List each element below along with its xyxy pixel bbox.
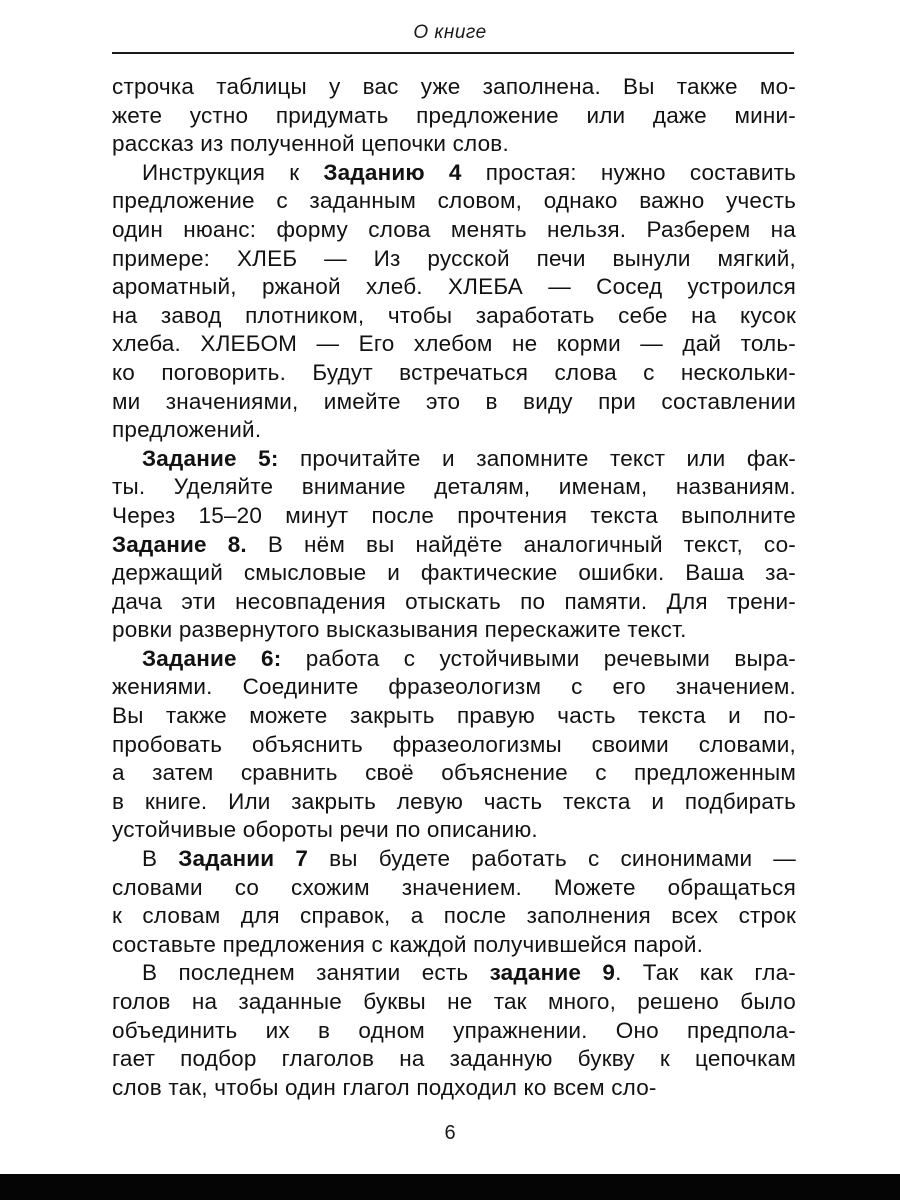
text-line — [112, 502, 796, 531]
text-segment: прочитайте и запомните текст или фак- — [278, 445, 796, 471]
text-line — [112, 416, 796, 445]
text-line — [112, 330, 796, 359]
bold-text-segment: Заданию 4 — [323, 159, 462, 185]
text-segment: Через 15–20 минут после прочтения текста выполните — [112, 502, 796, 528]
text-segment: ко поговорить. Будут встречаться слова с нескольки- — [112, 359, 796, 385]
text-block — [112, 73, 796, 1102]
text-segment: В нём вы найдёте аналогичный текст, со- — [246, 531, 796, 557]
paragraph — [112, 159, 796, 445]
text-line — [112, 759, 796, 788]
text-segment: дача эти несовпадения отыскать по памяти. Для трени- — [112, 588, 796, 614]
text-segment: рассказ из полученной цепочки слов. — [112, 131, 509, 157]
text-line — [112, 731, 796, 760]
text-segment: . Так как гла- — [615, 960, 796, 986]
text-line — [112, 245, 796, 274]
text-line — [112, 159, 796, 188]
paragraph — [112, 959, 796, 1102]
text-segment: ты. Уделяйте внимание деталям, именам, названиям. — [112, 474, 796, 500]
text-line — [112, 874, 796, 903]
text-segment: на завод плотником, чтобы заработать себе на кусок — [112, 302, 796, 328]
paragraph — [112, 645, 796, 845]
text-line — [112, 1074, 796, 1103]
bold-text-segment: Задание 6: — [142, 645, 282, 671]
text-line — [112, 702, 796, 731]
text-line — [112, 359, 796, 388]
text-segment: простая: нужно составить — [461, 159, 797, 185]
text-segment: один нюанс: форму слова менять нельзя. Разберем на — [112, 216, 796, 242]
text-segment: словами со схожим значением. Можете обращаться — [112, 874, 796, 900]
text-line — [112, 816, 796, 845]
text-segment: В последнем занятии есть — [142, 960, 490, 986]
text-line — [112, 473, 796, 502]
text-segment: ароматный, ржаной хлеб. ХЛЕБА — Сосед устроился — [112, 274, 796, 300]
text-segment: в книге. Или закрыть левую часть текста и подбирать — [112, 788, 796, 814]
bold-text-segment: задание 9 — [489, 960, 616, 986]
text-segment: гает подбор глаголов на заданную букву к цепочкам — [112, 1046, 796, 1072]
text-segment: устойчивые обороты речи по описанию. — [112, 817, 538, 843]
text-segment: хлеба. ХЛЕБОМ — Его хлебом не корми — дай толь- — [112, 331, 796, 357]
text-segment: Вы также можете закрыть правую часть текста и по- — [112, 703, 796, 729]
text-line — [112, 102, 796, 131]
text-segment: ровки развернутого высказывания перескажите текст. — [112, 617, 687, 643]
paragraph — [112, 445, 796, 645]
text-line — [112, 388, 796, 417]
text-line — [112, 959, 796, 988]
text-line — [112, 1017, 796, 1046]
text-segment: В — [142, 846, 179, 872]
text-line — [112, 559, 796, 588]
text-line — [112, 673, 796, 702]
text-line — [112, 788, 796, 817]
bold-text-segment: Задание 5: — [142, 445, 279, 471]
text-line — [112, 302, 796, 331]
text-segment: строчка таблицы у вас уже заполнена. Вы также мо- — [112, 74, 796, 99]
text-line — [112, 273, 796, 302]
text-line — [112, 1045, 796, 1074]
text-line — [112, 616, 796, 645]
scan-bottom-bar — [0, 1174, 900, 1200]
text-segment: жете устно придумать предложение или даже мини- — [112, 102, 796, 128]
text-segment: слов так, чтобы один глагол подходил ко всем сло- — [112, 1074, 657, 1100]
text-segment: предложений. — [112, 417, 262, 443]
text-segment: предложение с заданным словом, однако важно учесть — [112, 188, 796, 214]
text-segment: объединить их в одном упражнении. Оно предпола- — [112, 1017, 796, 1043]
page-header-title: О книге — [413, 22, 487, 43]
text-segment: а затем сравнить своё объяснение с предложенным — [112, 760, 796, 786]
text-line — [112, 187, 796, 216]
text-segment: пробовать объяснить фразеологизмы своими словами, — [112, 731, 796, 757]
text-line — [112, 445, 796, 474]
text-segment: примере: ХЛЕБ — Из русской печи вынули мягкий, — [112, 245, 796, 271]
text-line — [112, 73, 796, 102]
bold-text-segment: Задании 7 — [178, 846, 309, 872]
text-line — [112, 931, 796, 960]
text-line — [112, 588, 796, 617]
text-line — [112, 216, 796, 245]
text-segment: работа с устойчивыми речевыми выра- — [281, 645, 796, 671]
text-segment: ми значениями, имейте это в виду при составлении — [112, 388, 796, 414]
bold-text-segment: Задание 8. — [112, 531, 247, 557]
text-segment: голов на заданные буквы не так много, решено было — [112, 989, 796, 1014]
text-line — [112, 531, 796, 560]
text-line — [112, 902, 796, 931]
text-segment: держащий смысловые и фактические ошибки. Ваша за- — [112, 560, 796, 586]
text-line — [112, 645, 796, 674]
text-segment: жениями. Соедините фразеологизм с его значением. — [112, 674, 796, 700]
text-segment: вы будете работать с синонимами — — [308, 846, 796, 872]
header-rule — [112, 52, 794, 54]
text-line — [112, 845, 796, 874]
text-line — [112, 130, 796, 159]
text-line — [112, 988, 796, 1017]
text-segment: к словам для справок, а после заполнения всех строк — [112, 903, 796, 929]
paragraph — [112, 73, 796, 159]
paragraph — [112, 845, 796, 959]
text-segment: составьте предложения с каждой получившейся парой. — [112, 931, 704, 957]
text-segment: Инструкция к — [142, 159, 324, 185]
page-number: 6 — [444, 1122, 456, 1144]
